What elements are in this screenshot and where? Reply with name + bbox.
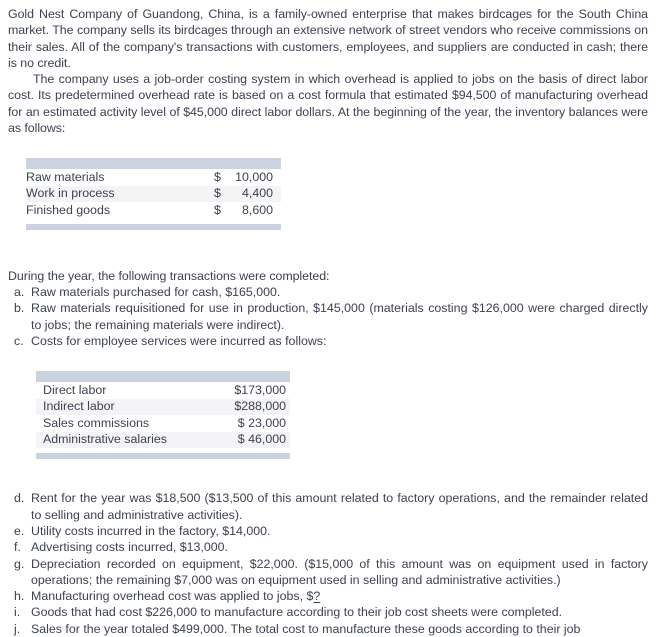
- table-row: [36, 382, 290, 399]
- row-amount: $ 23,000: [237, 415, 286, 430]
- row-label: Finished goods: [26, 202, 111, 217]
- inventory-balances-table: [26, 158, 281, 230]
- row-label: Indirect labor: [36, 399, 206, 416]
- table-row: [26, 186, 281, 203]
- list-item: [8, 300, 648, 333]
- spacer: [8, 230, 648, 252]
- inventory-table-container: [8, 158, 648, 230]
- employee-services-table: [36, 371, 290, 459]
- list-item: [8, 523, 648, 539]
- currency-symbol: $: [214, 186, 221, 201]
- services-table-container: [8, 371, 648, 459]
- table-header-bar: [26, 158, 281, 169]
- intro-paragraph-2: The company uses a job-order costing system in which overhead is applied to jobs on the basis of direct labor cost. Its predetermined overhead rate is based on a cost formula that estimated $94,500 of manufacturing overhead for an estimated activity level of $45,000 direct labor dollars. At the beginning of the year, the inventory balances were as follows:: [8, 72, 648, 136]
- table-row: [26, 202, 281, 219]
- list-marker: h.: [14, 589, 25, 604]
- row-label: Direct labor: [43, 382, 107, 397]
- table-footer-bar: [26, 224, 281, 230]
- list-item-text: Goods that had cost $226,000 to manufacture according to their job cost sheets were completed.: [31, 605, 563, 620]
- spacer: [8, 136, 648, 158]
- spacer: [8, 481, 648, 490]
- list-marker: d.: [14, 491, 25, 506]
- list-marker: f.: [14, 540, 21, 555]
- row-amount: $173,000: [234, 382, 286, 397]
- spacer: [8, 252, 648, 268]
- list-marker: i.: [14, 605, 21, 620]
- row-label: Raw materials: [26, 169, 105, 184]
- transactions-list-top: [8, 284, 648, 349]
- list-item: [8, 284, 648, 300]
- transactions-intro: During the year, the following transactions were completed:: [8, 268, 330, 283]
- list-marker: e.: [14, 523, 25, 538]
- amount-value: 8,600: [241, 202, 273, 217]
- list-item: [8, 556, 648, 589]
- currency-symbol: $: [214, 169, 221, 184]
- list-item-text: Sales for the year totaled $499,000. The total cost to manufacture these goods according to their job: [31, 621, 581, 636]
- list-marker: b.: [14, 301, 25, 316]
- row-amount: $ 46,000: [206, 432, 290, 449]
- answer-blank: ?: [313, 589, 321, 604]
- list-item: [8, 604, 648, 620]
- row-amount: [198, 169, 281, 186]
- list-marker: c.: [14, 334, 24, 349]
- spacer: [8, 459, 648, 481]
- table-header-bar: [36, 371, 290, 382]
- amount-value: 4,400: [241, 186, 273, 201]
- list-item-overhead-applied: [8, 588, 648, 604]
- list-item-text: Manufacturing overhead cost was applied to jobs, $: [31, 589, 314, 604]
- table-row: [26, 169, 281, 186]
- list-marker: a.: [14, 285, 25, 300]
- list-marker: j.: [14, 621, 21, 636]
- row-amount: [198, 202, 281, 219]
- list-item-text: Utility costs incurred in the factory, $14,000.: [31, 523, 271, 538]
- list-item-text: Depreciation recorded on equipment, $22,000. ($15,000 of this amount was on equipment used in factory operations; the remaining $7,000 was on equipment used in selling and administrative activities.): [31, 556, 648, 587]
- table-row: [36, 432, 290, 449]
- list-item: [8, 621, 648, 637]
- list-item-text: Raw materials requisitioned for use in production, $145,000 (materials costing $126,000 were charged directly to jobs; the remaining materials were indirect).: [31, 301, 648, 332]
- list-marker: g.: [14, 556, 25, 571]
- list-item: [8, 490, 648, 523]
- row-label: Administrative salaries: [36, 432, 206, 449]
- row-label: Sales commissions: [43, 415, 150, 430]
- row-amount: $288,000: [206, 399, 290, 416]
- list-item-text: Raw materials purchased for cash, $165,000.: [31, 285, 281, 300]
- currency-symbol: $: [214, 202, 221, 217]
- spacer: [8, 349, 648, 371]
- table-row: [36, 415, 290, 432]
- intro-paragraph-1: Gold Nest Company of Guandong, China, is a family-owned enterprise that makes birdcages for the South China market. The company sells its birdcages through an extensive network of street vendors who receive commissions on their sales. All of the company's transactions with customers, employees, and suppliers are conducted in cash; there is no credit.: [8, 7, 648, 70]
- row-label: Work in process: [26, 186, 198, 203]
- list-item-text: Rent for the year was $18,500 ($13,500 of this amount related to factory operations, and the remainder related to selling and administrative activities).: [31, 491, 648, 522]
- row-amount: [198, 186, 281, 203]
- list-item: [8, 539, 648, 555]
- table-footer-bar: [36, 453, 290, 459]
- list-item-text: Costs for employee services were incurred as follows:: [31, 334, 327, 349]
- amount-value: 10,000: [235, 169, 273, 184]
- transactions-list-bottom: [8, 490, 648, 637]
- table-row: [36, 399, 290, 416]
- list-item-text: Advertising costs incurred, $13,000.: [31, 540, 228, 555]
- list-item: [8, 333, 648, 349]
